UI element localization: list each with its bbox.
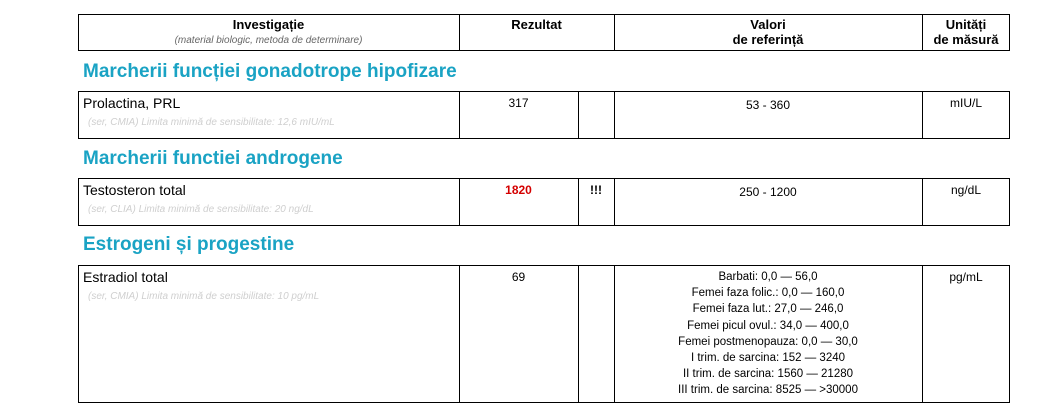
- test-unit: mIU/L: [949, 96, 982, 110]
- header-reference-line2: de referință: [732, 32, 804, 47]
- test-unit: pg/mL: [949, 270, 983, 284]
- test-name: Prolactina, PRL: [83, 95, 181, 111]
- row-divider: [578, 91, 579, 139]
- reference-line: III trim. de sarcina: 8525 — >30000: [678, 384, 858, 397]
- reference-line: II trim. de sarcina: 1560 — 21280: [682, 368, 854, 381]
- row-divider: [459, 265, 460, 403]
- test-flag: !!!: [590, 183, 602, 197]
- header-investigation: Investigație: [232, 17, 305, 32]
- reference-line: I trim. de sarcina: 152 — 3240: [690, 352, 846, 365]
- test-unit: ng/dL: [950, 183, 982, 197]
- header-units-line1: Unități: [945, 17, 987, 32]
- test-result: 69: [511, 270, 526, 284]
- test-method: (ser, CMIA) Limita minimă de sensibilitate: 10 pg/mL: [88, 291, 320, 302]
- header-investigation-sub: (material biologic, metoda de determinare): [174, 35, 363, 46]
- header-result: Rezultat: [511, 17, 562, 32]
- test-result: 1820: [505, 183, 532, 197]
- header-reference-line1: Valori: [750, 17, 786, 32]
- test-reference: 250 - 1200: [739, 185, 797, 199]
- test-method: (ser, CLIA) Limita minimă de sensibilitate: 20 ng/dL: [88, 204, 314, 215]
- reference-line: Femei picul ovul.: 34,0 — 400,0: [687, 319, 849, 332]
- test-name: Testosteron total: [83, 182, 186, 198]
- test-result: 317: [508, 96, 529, 110]
- test-method: (ser, CMIA) Limita minimă de sensibilitate: 12,6 mIU/mL: [88, 117, 335, 128]
- reference-line: Femei faza folic.: 0,0 — 160,0: [691, 287, 845, 300]
- reference-list: [614, 269, 922, 399]
- row-divider: [922, 265, 923, 403]
- section-title-androgene: Marcherii functiei androgene: [83, 148, 343, 169]
- reference-line: Femei faza lut.: 27,0 — 246,0: [692, 303, 844, 316]
- test-name: Estradiol total: [83, 269, 168, 285]
- section-title-gonadotrope: Marcherii funcției gonadotrope hipofizare: [83, 61, 457, 82]
- reference-line: Barbati: 0,0 — 56,0: [718, 271, 818, 283]
- row-divider: [578, 265, 579, 403]
- header-units-line2: de măsură: [933, 32, 999, 47]
- test-reference: 53 - 360: [745, 98, 791, 112]
- section-title-estrogeni: Estrogeni și progestine: [83, 234, 295, 255]
- reference-line: Femei postmenopauza: 0,0 — 30,0: [678, 335, 858, 348]
